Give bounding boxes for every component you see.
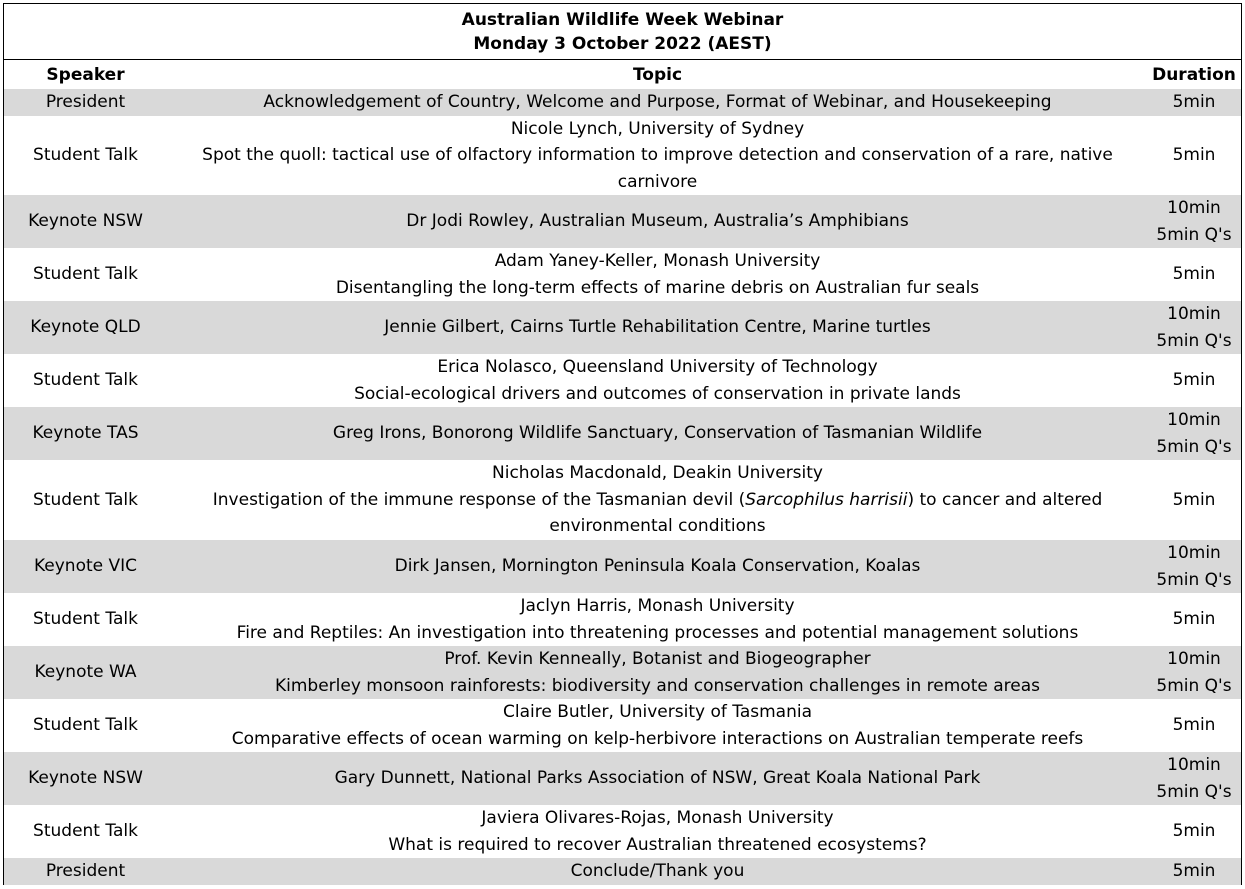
topic-cell: Adam Yaney-Keller, Monash University Disentangling the long-term effects of marine debris on Australian fur seals (335, 251, 980, 298)
speaker-cell: Student Talk (33, 821, 138, 842)
topic-text: ) to cancer and altered environmental conditions (549, 489, 1103, 537)
table-row (4, 116, 1241, 195)
topic-cell: Nicole Lynch, University of Sydney Spot the quoll: tactical use of olfactory information to improve detection and conservation of a rare, native carnivore (202, 118, 1113, 192)
duration-cell: 10min 5min Q's (1156, 755, 1232, 802)
duration-cell: 10min 5min Q's (1156, 198, 1232, 245)
table-row (4, 699, 1241, 752)
duration-cell: 5min (1172, 609, 1216, 630)
topic-cell: Javiera Olivares-Rojas, Monash University What is required to recover Australian threatened ecosystems? (388, 808, 927, 855)
table-row (4, 858, 1241, 885)
duration-cell: 5min (1172, 370, 1216, 391)
topic-cell: Acknowledgement of Country, Welcome and Purpose, Format of Webinar, and Housekeeping (263, 92, 1052, 113)
duration-cell: 10min 5min Q's (1156, 304, 1232, 351)
topic-text: Nicholas Macdonald, Deakin University Investigation of the immune response of the Tasmanian devil ( (212, 463, 823, 510)
topic-cell: Dirk Jansen, Mornington Peninsula Koala Conservation, Koalas (394, 556, 921, 577)
table-title (4, 4, 1241, 60)
table-body (4, 89, 1241, 885)
topic-cell: Jennie Gilbert, Cairns Turtle Rehabilitation Centre, Marine turtles (384, 317, 931, 338)
duration-cell: 5min (1172, 264, 1216, 285)
species-name: Sarcophilus harrisii (745, 489, 908, 510)
speaker-cell: Keynote NSW (28, 211, 143, 232)
header-duration: Duration (1152, 64, 1236, 85)
speaker-cell: Keynote QLD (30, 317, 141, 338)
speaker-cell: President (45, 861, 126, 882)
speaker-cell: Student Talk (33, 489, 138, 510)
duration-cell: 5min (1172, 145, 1216, 166)
topic-cell: Gary Dunnett, National Parks Association of NSW, Great Koala National Park (334, 768, 981, 789)
duration-cell: 5min (1172, 861, 1216, 882)
table-row (4, 354, 1241, 407)
table-row (4, 752, 1241, 805)
topic-cell: Jaclyn Harris, Monash University Fire and Reptiles: An investigation into threatening processes and potential management solutions (236, 596, 1079, 643)
speaker-cell: Student Talk (33, 609, 138, 630)
title-line-2: Monday 3 October 2022 (AEST) (473, 33, 772, 54)
title-line-1: Australian Wildlife Week Webinar (461, 9, 784, 30)
header-row (4, 60, 1241, 89)
table-row (4, 89, 1241, 116)
duration-cell: 5min (1172, 489, 1216, 510)
speaker-cell: President (45, 92, 126, 113)
speaker-cell: Student Talk (33, 145, 138, 166)
speaker-cell: Keynote NSW (28, 768, 143, 789)
topic-cell: Erica Nolasco, Queensland University of Technology Social-ecological drivers and outcomes of conservation in private lands (354, 357, 961, 404)
header-speaker: Speaker (46, 64, 125, 85)
table-row (4, 248, 1241, 301)
topic-cell: Prof. Kevin Kenneally, Botanist and Biogeographer Kimberley monsoon rainforests: biodiversity and conservation challenges in remote areas (274, 649, 1041, 696)
table-row (4, 407, 1241, 460)
table-row (4, 195, 1241, 248)
duration-cell: 10min 5min Q's (1156, 410, 1232, 457)
duration-cell: 5min (1172, 92, 1216, 113)
schedule-table (3, 3, 1242, 885)
table-row (4, 540, 1241, 593)
speaker-cell: Student Talk (33, 370, 138, 391)
header-topic: Topic (632, 64, 683, 85)
duration-cell: 10min 5min Q's (1156, 649, 1232, 696)
topic-cell: Claire Butler, University of Tasmania Comparative effects of ocean warming on kelp-herbivore interactions on Australian temperate reefs (231, 702, 1084, 749)
topic-cell (167, 460, 1148, 540)
table-row (4, 805, 1241, 858)
table-row (4, 460, 1241, 540)
topic-cell: Conclude/Thank you (570, 861, 745, 882)
table-row (4, 301, 1241, 354)
speaker-cell: Keynote WA (34, 662, 137, 683)
speaker-cell: Keynote TAS (32, 423, 139, 444)
duration-cell: 5min (1172, 715, 1216, 736)
table-row (4, 593, 1241, 646)
speaker-cell: Student Talk (33, 264, 138, 285)
duration-cell: 5min (1172, 821, 1216, 842)
speaker-cell: Student Talk (33, 715, 138, 736)
duration-cell: 10min 5min Q's (1156, 543, 1232, 590)
speaker-cell: Keynote VIC (33, 556, 138, 577)
topic-cell: Dr Jodi Rowley, Australian Museum, Australia’s Amphibians (406, 211, 909, 232)
table-row (4, 646, 1241, 699)
topic-cell: Greg Irons, Bonorong Wildlife Sanctuary, Conservation of Tasmanian Wildlife (332, 423, 983, 444)
